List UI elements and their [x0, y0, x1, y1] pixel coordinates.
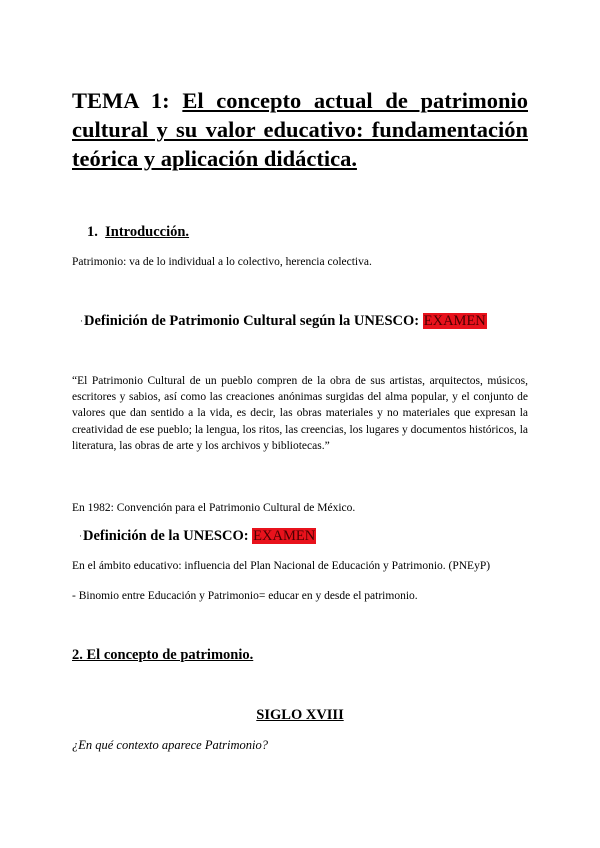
definition-heading-1	[80, 313, 487, 330]
section-2-heading: 2. El concepto de patrimonio.	[72, 647, 254, 663]
exam-tag-2: EXAMEN	[253, 528, 316, 544]
bullet-1: ·	[80, 316, 83, 326]
question-text: ¿En qué contexto aparece Patrimonio?	[72, 738, 269, 752]
paragraph-patrimonio: Patrimonio: va de lo individual a lo colectivo, herencia colectiva.	[72, 256, 372, 268]
bullet-2: ·	[79, 531, 82, 541]
title-underlined: El concepto actual de patrimonio cultural y su valor educativo: fundamentación teórica y aplicación didáctica.	[72, 88, 528, 171]
definition-1-text: Definición de Patrimonio Cultural según la UNESCO:	[84, 313, 423, 329]
exam-tag-1: EXAMEN	[423, 313, 486, 329]
definition-heading-2	[79, 528, 316, 545]
paragraph-1982: En 1982: Convención para el Patrimonio Cultural de México.	[72, 502, 356, 514]
section-1-title: Introducción.	[105, 224, 190, 240]
definition-2-text: Definición de la UNESCO:	[83, 528, 253, 544]
section-1-number: 1.	[87, 224, 98, 240]
unesco-quote: “El Patrimonio Cultural de un pueblo compren de la obra de sus artistas, arquitectos, músicos, escritores y sabios, así como las creaciones anónimas surgidas del alma popular, y el conjunto de valores que dan sentido a la vida, es decir, las obras materiales y no materiales que expresan la creatividad de ese pueblo; la lengua, los ritos, las creencias, los lugares y documentos históricos, la literatura, las obras de arte y los archivos y bibliotecas.”	[72, 375, 528, 452]
document-title	[72, 86, 528, 173]
paragraph-binomio: - Binomio entre Educación y Patrimonio= educar en y desde el patrimonio.	[72, 590, 418, 602]
title-prefix: TEMA 1:	[72, 88, 183, 113]
paragraph-ambito: En el ámbito educativo: influencia del Plan Nacional de Educación y Patrimonio. (PNEyP)	[72, 560, 491, 572]
siglo-heading: SIGLO XVIII	[256, 707, 344, 723]
section-1-heading	[87, 224, 189, 241]
